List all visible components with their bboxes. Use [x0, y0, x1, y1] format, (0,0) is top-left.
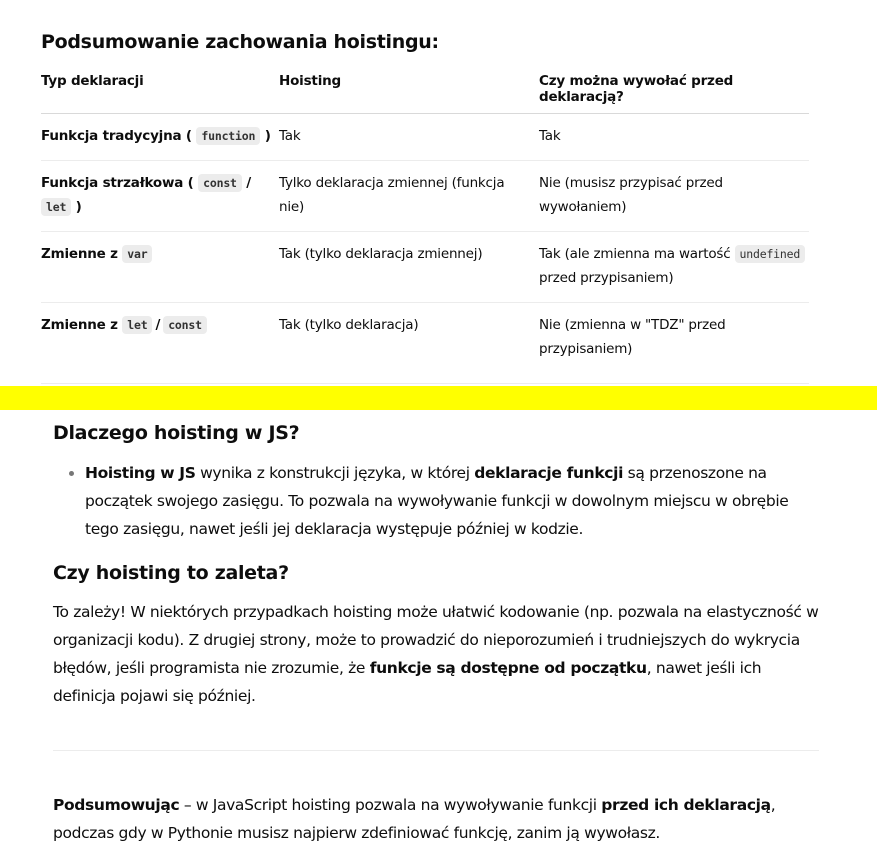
cell-callable: Nie (musisz przypisać przed wywołaniem) [539, 161, 809, 232]
table-row [41, 303, 809, 374]
cell-type [41, 232, 279, 303]
column-header-callable: Czy można wywołać przed deklaracją? [539, 66, 809, 114]
code-snippet: function [196, 127, 260, 145]
column-header-type: Typ deklaracji [41, 66, 279, 114]
code-snippet: const [163, 316, 207, 334]
code-snippet: let [41, 198, 71, 216]
advantage-title: Czy hoisting to zaleta? [53, 562, 289, 584]
type-suffix: ) [75, 199, 82, 215]
text: wynika z konstrukcji języka, w której [195, 464, 475, 482]
text: To zależy! W niektórych przypadkach hoisting może ułatwić kodowanie (np. pozwala na elastyczność w organizacji kodu). Z drugiej strony, może to prowadzić do nieporozumień i trudniejszych do wykrycia błędów, jeśli programista nie zrozumie, że [53, 603, 819, 677]
code-snippet: undefined [735, 245, 806, 263]
bold-text: Hoisting w JS [85, 464, 196, 482]
cell-type [41, 114, 279, 161]
advantage-paragraph [53, 598, 823, 710]
cell-hoisting: Tylko deklaracja zmiennej (funkcja nie) [279, 161, 539, 232]
summary-title: Podsumowanie zachowania hoistingu: [41, 31, 439, 53]
highlight-bar [0, 386, 877, 410]
text: są przenoszone na początek swojego zasięgu. To pozwala na wywoływanie funkcji w dowolnym miejscu w obrębie tego zasięgu, nawet jeśli jej deklaracja występuje później w kodzie. [85, 464, 789, 538]
why-section [53, 422, 823, 543]
divider [53, 750, 819, 751]
text: – w JavaScript hoisting pozwala na wywoływanie funkcji [179, 796, 602, 814]
hoisting-summary-table [41, 66, 809, 373]
cell-hoisting: Tak (tylko deklaracja zmiennej) [279, 232, 539, 303]
cell-hoisting: Tak [279, 114, 539, 161]
cell-callable: Nie (zmienna w "TDZ" przed przypisaniem) [539, 317, 726, 357]
table-row [41, 114, 809, 161]
text: , nawet jeśli ich definicja pojawi się później. [53, 659, 762, 705]
code-snippet: const [198, 174, 242, 192]
type-label: Funkcja tradycyjna ( [41, 128, 192, 144]
bold-text: przed ich deklaracją [601, 796, 771, 814]
table-header-row [41, 66, 809, 114]
type-suffix: ) [264, 128, 271, 144]
cell-type [41, 161, 279, 232]
cell-callable [539, 232, 809, 303]
type-separator: / [155, 317, 161, 333]
table-row [41, 161, 809, 232]
cell-type [41, 303, 279, 374]
cell-hoisting: Tak (tylko deklaracja) [279, 317, 419, 333]
bold-text: deklaracje funkcji [474, 464, 624, 482]
bold-text: Podsumowując [53, 796, 180, 814]
table-row [41, 232, 809, 303]
code-snippet: let [122, 316, 152, 334]
divider [41, 383, 809, 384]
type-separator: / [246, 175, 252, 191]
cell-callable: Tak [539, 114, 809, 161]
code-snippet: var [122, 245, 152, 263]
conclusion-paragraph [53, 791, 823, 847]
type-label: Zmienne z [41, 317, 118, 333]
callable-text: Tak (ale zmienna ma wartość [539, 246, 731, 262]
type-label: Zmienne z [41, 246, 118, 262]
bold-text: funkcje są dostępne od początku [369, 659, 647, 677]
type-label: Funkcja strzałkowa ( [41, 175, 194, 191]
advantage-section [53, 562, 823, 710]
list-item [85, 459, 823, 543]
why-title: Dlaczego hoisting w JS? [53, 422, 300, 444]
conclusion-section [53, 791, 823, 847]
why-list [53, 459, 823, 543]
column-header-hoisting: Hoisting [279, 66, 539, 114]
text: , podczas gdy w Pythonie musisz najpierw zdefiniować funkcję, zanim ją wywołasz. [53, 796, 776, 842]
callable-text-continued: przed przypisaniem) [539, 270, 674, 286]
